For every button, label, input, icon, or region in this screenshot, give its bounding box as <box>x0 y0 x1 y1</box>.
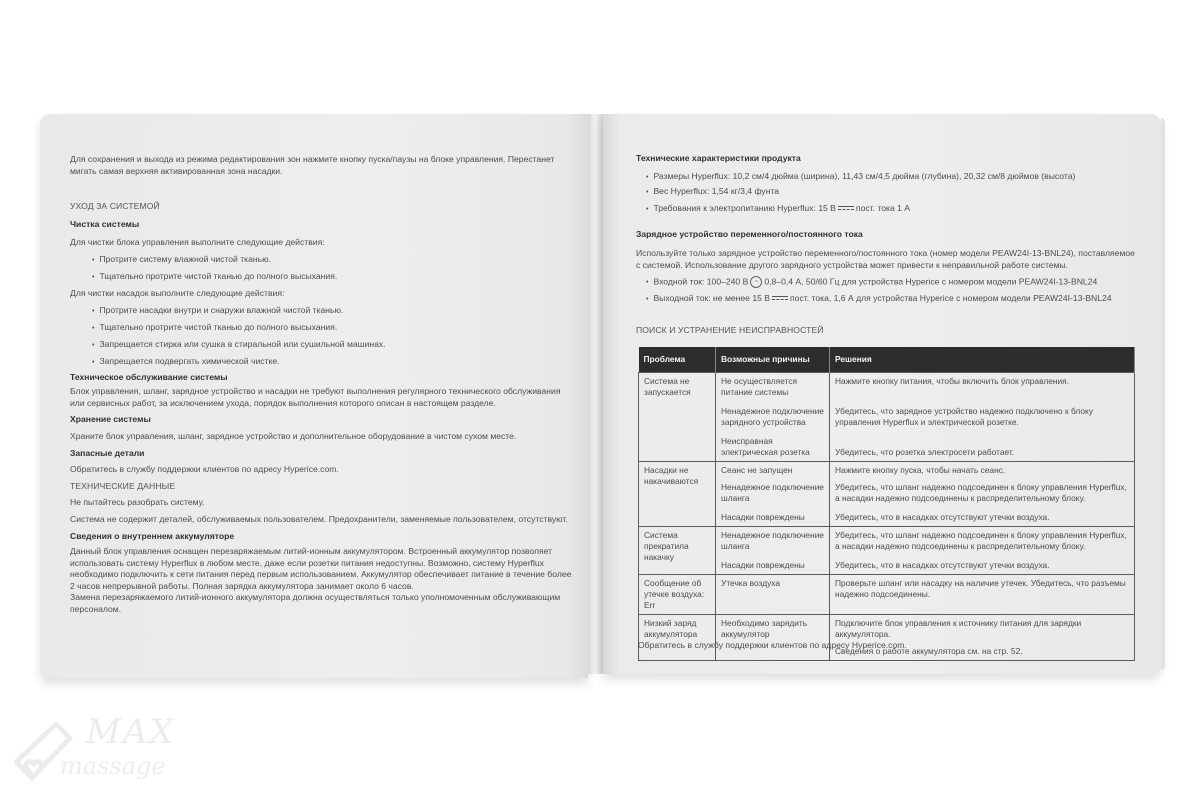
cause: Не осуществляется питание системы <box>721 376 798 397</box>
storage-heading: Хранение системы <box>70 414 151 424</box>
solution: Убедитесь, что в насадках отсутствуют утечки воздуха. <box>835 560 1050 570</box>
cleaning-attach-intro: Для чистки насадок выполните следующие действия: <box>70 288 285 298</box>
troubleshooting-table <box>638 347 1135 661</box>
solutions-cell <box>830 373 1135 462</box>
charger-input <box>646 276 1097 289</box>
watermark-max: MAX <box>86 712 176 752</box>
table-row <box>639 527 1135 575</box>
specs-heading: Технические характеристики продукта <box>636 153 801 163</box>
solutions-cell <box>830 575 1135 615</box>
dc-symbol-icon <box>772 296 788 301</box>
list-item: • Протрите систему влажной чистой тканью. <box>92 254 271 267</box>
spec-weight: • Вес Hyperflux: 1,54 кг/3,4 фунта <box>646 186 779 199</box>
troubleshoot-heading: ПОИСК И УСТРАНЕНИЕ НЕИСПРАВНОСТЕЙ <box>636 325 824 335</box>
output-suffix: пост. тока, 1,6 А для устройства Hyperice с номером модели PEAW24I-13-BNL24 <box>790 293 1112 303</box>
cause: Ненадежное подключение шланга <box>721 482 824 503</box>
intro-paragraph: Для сохранения и выхода из режима редактирования зон нажмите кнопку пуска/паузы на блоке управления. Перестанет мигать самая верхняя активированная зона насадки. <box>70 154 555 176</box>
spec-power <box>646 203 910 216</box>
solution: Убедитесь, что розетка электросети работает. <box>835 447 1015 457</box>
solution: Проверьте шланг или насадку на наличие утечек. Убедитесь, что разъемы надежно подсоединены. <box>835 578 1126 599</box>
care-heading: УХОД ЗА СИСТЕМОЙ <box>70 201 160 211</box>
solution: Сведения о работе аккумулятора см. на стр. 52. <box>835 646 1023 656</box>
solutions-cell <box>830 462 1135 527</box>
causes-cell <box>716 527 830 575</box>
list-item: • Протрите насадки внутри и снаружи влажной чистой тканью. <box>92 305 343 318</box>
solution: Подключите блок управления к источнику питания для зарядки аккумулятора. <box>835 618 1082 639</box>
problem-cell: Низкий заряд аккумулятора <box>639 615 716 661</box>
cleaning-control-intro: Для чистки блока управления выполните следующие действия: <box>70 237 325 247</box>
problem-cell: Система прекратила накачку <box>639 527 716 575</box>
solution: Нажмите кнопку питания, чтобы включить блок управления. <box>835 376 1070 386</box>
causes-cell <box>716 615 830 661</box>
solution: Убедитесь, что зарядное устройство надежно подключено к блоку управления Hyperflux и электрической розетке. <box>835 406 1094 427</box>
tech-data-text-2: Система не содержит деталей, обслуживаемых пользователем. Предохранители, заменяемые пользователем, отсутствуют. <box>70 514 568 524</box>
solution: Убедитесь, что шланг надежно подсоединен к блоку управления Hyperflux, а насадки надежно подсоединены к распределительному блоку. <box>835 530 1127 551</box>
problem-cell: Сообщение об утечке воздуха: Err <box>639 575 716 615</box>
causes-cell <box>716 575 830 615</box>
cause: Насадки повреждены <box>721 512 805 522</box>
cause: Ненадежное подключение шланга <box>721 530 824 551</box>
list-item: • Тщательно протрите чистой тканью до полного высыхания. <box>92 271 337 284</box>
spec-power-suffix: пост. тока 1 А <box>855 203 911 213</box>
ac-symbol-icon: ~ <box>750 276 762 288</box>
dc-symbol-icon <box>838 206 854 211</box>
spare-parts-text: Обратитесь в службу поддержки клиентов по адресу Hyperice.com. <box>70 464 339 474</box>
maintenance-heading: Техническое обслуживание системы <box>70 372 228 382</box>
spec-power-prefix: Требования к электропитанию Hyperflux: 15 В <box>653 203 836 213</box>
cause: Ненадежное подключение зарядного устройства <box>721 406 824 427</box>
solutions-cell <box>830 527 1135 575</box>
input-prefix: Входной ток: 100–240 В <box>653 276 749 287</box>
spec-dimensions: • Размеры Hyperflux: 10,2 см/4 дюйма (ширина), 11,43 см/4,5 дюйма (глубина), 20,32 см/8 дюймов (высота) <box>646 171 1075 184</box>
battery-heading: Сведения о внутреннем аккумуляторе <box>70 531 235 541</box>
input-suffix: 0,8–0,4 А, 50/60 Гц для устройства Hyperice с номером модели PEAW24I-13-BNL24 <box>764 276 1098 287</box>
list-item: • Тщательно протрите чистой тканью до полного высыхания. <box>92 322 337 335</box>
table-row <box>639 575 1135 615</box>
causes-cell <box>716 462 830 527</box>
watermark-massage: massage <box>60 752 166 780</box>
output-prefix: Выходной ток: не менее 15 В <box>653 293 771 303</box>
battery-text-2: Замена перезаряжаемого литий-ионного аккумулятора должна осуществляться только уполномоченным обслуживающим персоналом. <box>70 592 561 614</box>
watermark-logo <box>8 712 183 792</box>
list-item: • Запрещается подвергать химической чистке. <box>92 356 280 369</box>
header-solutions: Решения <box>830 347 1135 373</box>
problem-cell: Насадки не накачиваются <box>639 462 716 527</box>
charger-heading: Зарядное устройство переменного/постоянного тока <box>636 229 863 239</box>
charger-output <box>646 293 1112 306</box>
table-header-row <box>639 347 1135 373</box>
book-spine <box>588 114 603 674</box>
cause: Сеанс не запущен <box>721 465 793 475</box>
header-problem: Проблема <box>639 347 716 373</box>
list-item: • Запрещается стирка или сушка в стиральной или сушильной машинах. <box>92 339 386 352</box>
table-row <box>639 462 1135 527</box>
cause: Насадки повреждены <box>721 560 805 570</box>
support-footer: Обратитесь в службу поддержки клиентов по адресу Hyperice.com. <box>638 640 907 650</box>
cleaning-heading: Чистка системы <box>70 219 140 229</box>
battery-text-1: Данный блок управления оснащен перезаряжаемым литий-ионным аккумулятором. Встроенный аккумулятор позволяет использовать систему Hyperflux в любом месте, даже если розетки питания недоступны. Возможно, систему Hyperflux необходимо подключить к сети питания перед первым использованием. Аккумулятор обеспечивает питание в течение более 2 часов непрерывной работы. Полная зарядка аккумулятора занимает около 6 часов. <box>70 546 572 591</box>
tech-data-heading: ТЕХНИЧЕСКИЕ ДАННЫЕ <box>70 481 176 491</box>
solutions-cell <box>830 615 1135 661</box>
table-row <box>639 373 1135 462</box>
causes-cell <box>716 373 830 462</box>
storage-text: Храните блок управления, шланг, зарядное устройство и дополнительное оборудование в чистом сухом месте. <box>70 431 517 441</box>
solution: Убедитесь, что шланг надежно подсоединен к блоку управления Hyperflux, а насадки надежно подсоединены к распределительному блоку. <box>835 482 1127 503</box>
maintenance-text: Блок управления, шланг, зарядное устройство и насадки не требуют выполнения регулярного технического обслуживания или сервисных работ, за исключением ухода, порядок выполнения которого описан в настоящем разделе. <box>70 386 561 408</box>
solution: Нажмите кнопку пуска, чтобы начать сеанс. <box>835 465 1006 475</box>
problem-cell: Система не запускается <box>639 373 716 462</box>
solution: Убедитесь, что в насадках отсутствуют утечки воздуха. <box>835 512 1050 522</box>
header-causes: Возможные причины <box>716 347 830 373</box>
tech-data-text-1: Не пытайтесь разобрать систему. <box>70 497 205 507</box>
cause: Неисправная электрическая розетка <box>721 436 810 457</box>
table-row <box>639 615 1135 661</box>
spare-parts-heading: Запасные детали <box>70 448 145 458</box>
cause: Необходимо зарядить аккумулятор <box>721 618 808 639</box>
charger-text: Используйте только зарядное устройство переменного/постоянного тока (номер модели PEAW24I-13-BNL24), поставляемое с системой. Использование другого зарядного устройства может привести к неправильной работе системы. <box>636 248 1135 270</box>
cause: Утечка воздуха <box>721 578 781 588</box>
